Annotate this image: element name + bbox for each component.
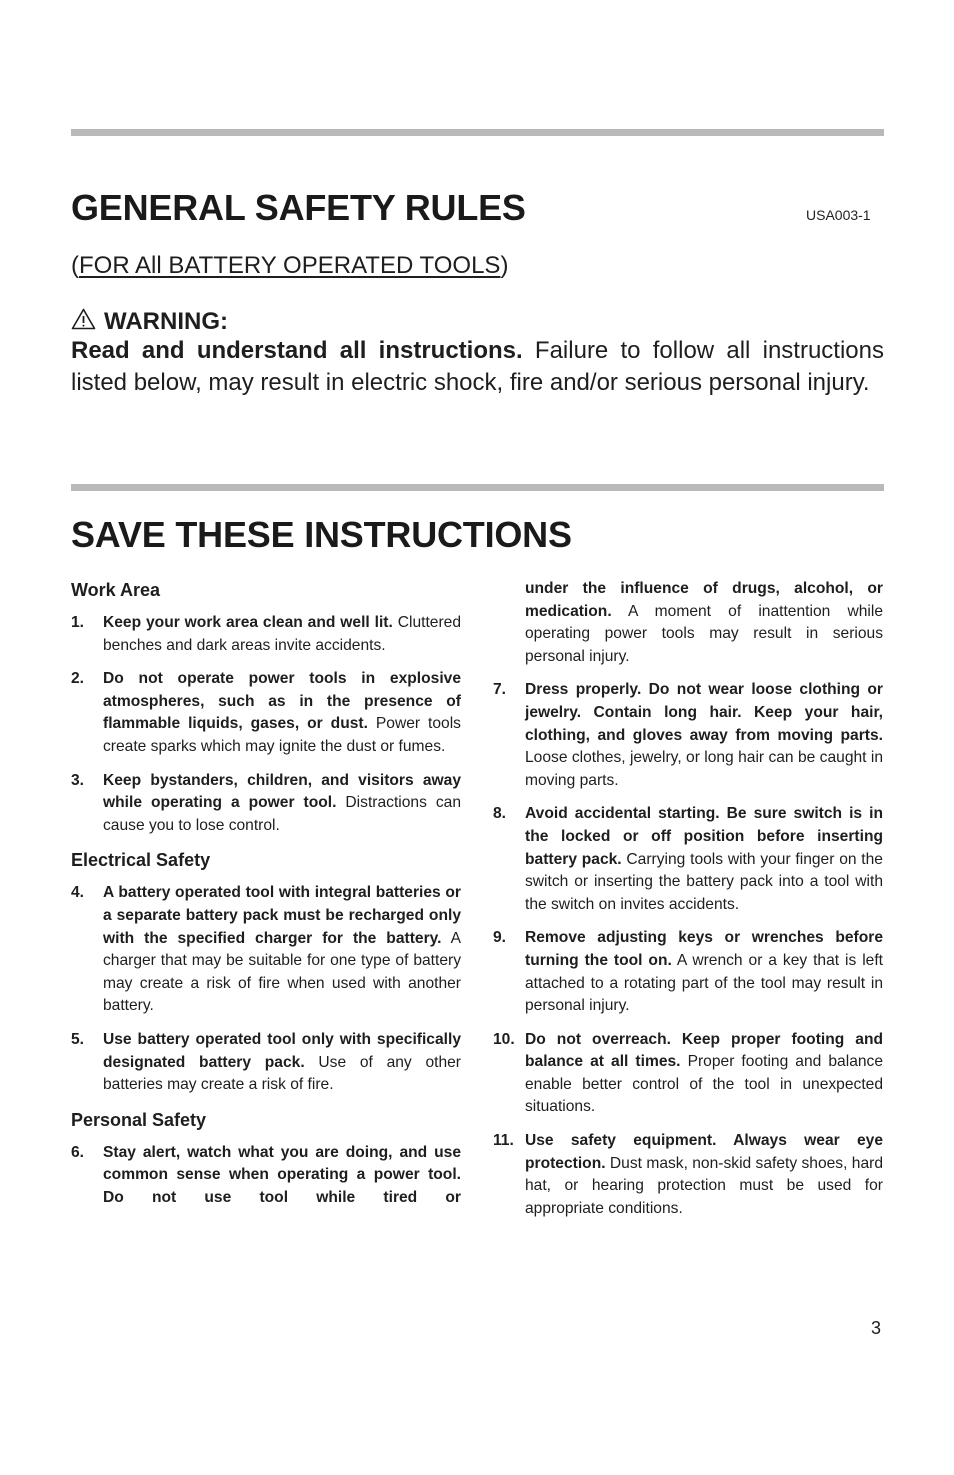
item-text: Distractions can cause you to lose control.	[103, 794, 461, 834]
warning-bold-text: Read and understand all instructions.	[71, 337, 523, 364]
rule-item-5	[71, 1029, 461, 1097]
item-number: 6.	[71, 1143, 85, 1161]
warning-triangle-icon	[71, 308, 96, 330]
section-heading-work-area: Work Area	[71, 580, 161, 600]
item-bold: Do not operate power tools in explosive atmospheres, such as in the presence of flammable liquids, gases, or dust.	[103, 670, 461, 733]
subtitle	[71, 251, 508, 281]
section-heading-personal-safety: Personal Safety	[71, 1109, 207, 1130]
item-text: A wrench or a key that is left attached to a rotating part of the tool may result in personal injury.	[525, 951, 883, 1015]
item-bold: Do not overreach. Keep proper footing and balance at all times.	[525, 1030, 883, 1071]
warning-label: WARNING:	[104, 308, 228, 335]
item-text: A charger that may be suitable for one type of battery may create a risk of fire when used with another battery.	[103, 929, 461, 1015]
rule-item-4	[71, 882, 461, 1018]
item-bold: Use safety equipment. Always wear eye protection.	[525, 1132, 883, 1172]
subtitle-text: FOR All BATTERY OPERATED TOOLS	[79, 252, 501, 279]
item-number: 10.	[493, 1030, 515, 1048]
section-heading-electrical-safety: Electrical Safety	[71, 850, 211, 871]
item-bold: Keep bystanders, children, and visitors away while operating a power tool.	[103, 771, 461, 812]
rule-item-3	[71, 770, 461, 838]
item-number: 3.	[71, 771, 85, 789]
page-title: GENERAL SAFETY RULES	[71, 187, 526, 228]
left-column	[71, 578, 461, 1220]
rule-item-8	[493, 803, 883, 916]
warning-body-text: Failure to follow all instructions listed below, may result in electric shock, fire and/or serious personal injury.	[71, 337, 884, 396]
rule-item-6-continued	[493, 578, 883, 668]
middle-divider	[71, 484, 884, 491]
rule-item-9	[493, 927, 883, 1017]
rule-item-1	[71, 612, 461, 657]
item-text: Proper footing and balance enable better control of the tool in unexpected situations.	[525, 1053, 884, 1116]
item-text: Loose clothes, jewelry, or long hair can be caught in moving parts.	[525, 749, 883, 789]
item-number: 9.	[493, 929, 507, 947]
rule-item-7	[493, 679, 883, 792]
item-number: 1.	[71, 614, 85, 631]
save-instructions-title: SAVE THESE INSTRUCTIONS	[71, 514, 572, 555]
warning-text	[71, 335, 884, 398]
item-bold: under the influence of drugs, alcohol, or medication.	[525, 580, 883, 620]
right-column	[493, 578, 883, 1231]
item-bold: A battery operated tool with integral batteries or a separate battery pack must be recharged only with the specified charger for the battery.	[103, 884, 461, 947]
item-text: A moment of inattention while operating power tools may result in serious personal injury.	[525, 602, 883, 665]
rule-item-11	[493, 1130, 883, 1220]
item-bold: Dress properly. Do not wear loose clothing or jewelry. Contain long hair. Keep your hair, clothing, and gloves away from moving parts.	[525, 681, 883, 744]
rule-item-10	[493, 1029, 883, 1119]
item-bold: Stay alert, watch what you are doing, and use common sense when operating a power tool. Do not use tool while tired or	[103, 1143, 461, 1206]
item-text: Carrying tools with your finger on the switch or inserting the battery pack into a tool with the switch on invites accidents.	[525, 850, 883, 913]
rule-item-2	[71, 668, 461, 758]
item-number: 4.	[71, 884, 85, 902]
item-bold: Use battery operated tool only with specifically designated battery pack.	[103, 1030, 461, 1071]
item-text: Power tools create sparks which may ignite the dust or fumes.	[103, 715, 461, 755]
subtitle-close-paren: )	[500, 252, 509, 279]
item-bold: Avoid accidental starting. Be sure switch is in the locked or off position before inserting battery pack.	[525, 805, 883, 868]
item-number: 8.	[493, 805, 507, 823]
document-code: USA003-1	[806, 207, 871, 223]
item-number: 11.	[493, 1132, 514, 1150]
item-number: 5.	[71, 1030, 85, 1048]
top-divider	[71, 129, 884, 136]
warning-heading	[71, 307, 228, 337]
rule-item-6	[71, 1142, 461, 1210]
item-bold: Keep your work area clean and well lit.	[103, 614, 393, 631]
item-bold: Remove adjusting keys or wrenches before turning the tool on.	[525, 929, 883, 969]
item-number: 7.	[493, 681, 507, 699]
page-number: 3	[871, 1318, 882, 1338]
subtitle-open-paren: (	[71, 252, 79, 279]
item-text: Cluttered benches and dark areas invite accidents.	[103, 614, 461, 654]
item-text: Use of any other batteries may create a risk of fire.	[103, 1053, 461, 1094]
item-text: Dust mask, non-skid safety shoes, hard hat, or hearing protection must be used for appropriate conditions.	[525, 1154, 883, 1217]
item-number: 2.	[71, 670, 85, 688]
